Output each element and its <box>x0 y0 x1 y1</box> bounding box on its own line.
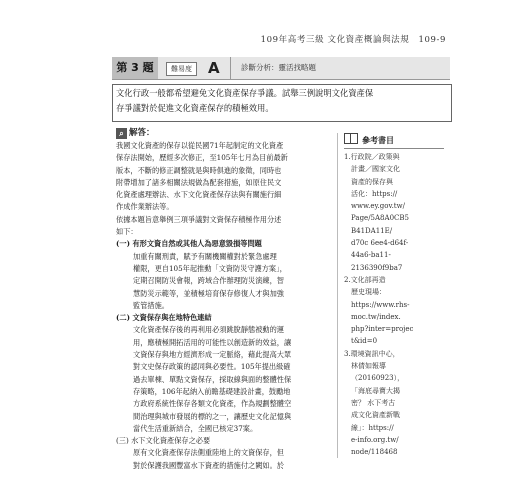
reference-line: https://www.rhs- <box>351 300 410 309</box>
paragraph-line: 對文史保存政策的認同與必要性。105年提出級確 <box>133 362 291 372</box>
difficulty-label: 難易度 <box>166 62 197 76</box>
paragraph-line: 監管措施。 <box>133 300 169 310</box>
paragraph-line: (一) 有形文資自然或其他人為惡意毀損等問題 <box>116 239 262 249</box>
difficulty-grade: A <box>208 59 220 77</box>
reference-line: 歷史現場： <box>351 288 386 297</box>
reference-heading <box>344 133 444 147</box>
paragraph-line: 當代生活重新結合，全國已核定37案。 <box>133 423 258 433</box>
reference-line: 計畫／國家文化 <box>351 165 400 174</box>
running-head: 109年高考三級 文化資產概論與法規 109-9 <box>260 35 446 45</box>
paragraph-line: 原有文化資產保存法側重陸地上的文資保存，但 <box>133 448 284 458</box>
reference-sidebar <box>337 133 444 458</box>
paragraph-line: 依據本題旨意舉例三項爭議對文資保存積極作用分述 <box>116 214 282 224</box>
paragraph-line: 文化資產保存後的再利用必須跳脫靜態被動的運 <box>133 325 284 335</box>
reference-line: 資產的保存與 <box>351 177 393 186</box>
paragraph-line: 加重有關刑責，賦予有關機關權對於緊急處理 <box>133 251 277 261</box>
reference-line: Page/5A8A0CB5 <box>351 214 409 223</box>
reference-line: www.ey.gov.tw/ <box>351 202 405 211</box>
paragraph-line: 如下： <box>116 227 138 237</box>
paragraph-line: 方政府系統性保存各類文化資產，作為規劃整體空 <box>133 399 292 409</box>
paragraph-line: 過去單棟、單點文資保存，採取線與面的整體性保 <box>133 374 292 384</box>
reference-line: node/118468 <box>351 448 398 457</box>
question-header-bar <box>112 57 450 80</box>
paragraph-line: 我國文化資產的保存以從民國71年起制定的文化資產 <box>116 141 284 150</box>
paragraph-line: 存策略，106年起納入前瞻基礎建設計畫，鼓勵地 <box>133 386 291 396</box>
reference-line: 1.行政院／政策與 <box>344 153 400 161</box>
paragraph-line: 文資保存與地方經濟形成一定脈絡，藉此提高大眾 <box>133 350 292 360</box>
answer-heading-label: 解答： <box>129 128 155 138</box>
reference-line: 「海底尋寶大揭 <box>351 386 400 395</box>
reference-list <box>344 151 444 458</box>
reference-line: 活化：https:// <box>351 189 398 198</box>
book-icon <box>344 133 358 144</box>
reference-line: 成文化資產新戰 <box>351 411 400 420</box>
paragraph-line: 用，應積極開拓活用的可能性以創造新的效益，讓 <box>133 337 292 347</box>
paragraph-line: 保存法開始，歷經多次修正，至105年七月為目前最新 <box>116 153 288 163</box>
paragraph-line: 定期召開防災會報，跨域合作辦理防災演練，智 <box>133 276 284 286</box>
reference-line: 3.環境資訊中心， <box>344 349 400 358</box>
paragraph-line: 權限，更自105年起推動「文資防災守護方案」， <box>133 263 287 273</box>
reference-line: t&id=0 <box>351 337 378 346</box>
reference-heading-label: 參考書目 <box>362 136 394 145</box>
reference-line: （20160923）， <box>351 374 405 383</box>
reference-line: 密？ 水下考古 <box>351 398 396 407</box>
paragraph-line: 化資產處理辦法、水下文化資產保存法與有關施行細 <box>116 190 282 200</box>
paragraph-line: 對於保護我國豐富水下資產的措施付之闕如。於 <box>133 460 284 470</box>
reference-line: 線」：https:// <box>351 423 394 432</box>
question-number: 第 3 題 <box>112 57 158 79</box>
paragraph-line: 作成作業辦法等。 <box>116 202 174 212</box>
reference-line: 2.文化部再造 <box>344 275 386 284</box>
reference-line: B41DA11E/ <box>351 226 393 235</box>
prompt-line: 存爭議對於促進文化資產保存的積極效用。 <box>116 103 274 113</box>
prompt-line: 文化行政一般都希望避免文化資產保存爭議。試舉三例說明文化資產保 <box>116 88 374 98</box>
answer-heading <box>116 126 155 140</box>
paragraph-line: 附帶增加了諸多相關法規做為配套措施，如原住民文 <box>116 177 282 187</box>
reference-line: d70c 6ee4-d64f- <box>351 239 409 248</box>
divider <box>344 148 444 149</box>
paragraph-line: 慧防災示範等，並積極培育保存修復人才與加強 <box>133 288 284 298</box>
reference-line: php?inter=projec <box>351 325 414 334</box>
reference-line: e-info.org.tw/ <box>351 435 399 444</box>
paragraph-line: 版本，不斷的修正調整就是與時俱進的象徵，同時也 <box>116 165 282 175</box>
diagnosis-text: 診斷分析：靈活找略題 <box>230 57 316 79</box>
paragraph-line: (三) 水下文化資產保存之必要 <box>116 436 211 446</box>
answer-body <box>116 140 324 472</box>
paragraph-line: (二) 文資保存與在地特色連結 <box>116 313 212 323</box>
magnifier-icon: ⌕ <box>116 128 127 139</box>
reference-line: 2136390f9ba7 <box>351 263 403 272</box>
question-prompt-box <box>112 84 452 122</box>
reference-line: 林倩如報導 <box>351 362 386 371</box>
reference-line: 44a6-ba11- <box>351 251 391 260</box>
paragraph-line: 間治理與城市發展的標的之一，讓歷史文化記憶與 <box>133 411 292 421</box>
reference-line: moc.tw/index. <box>351 312 401 321</box>
